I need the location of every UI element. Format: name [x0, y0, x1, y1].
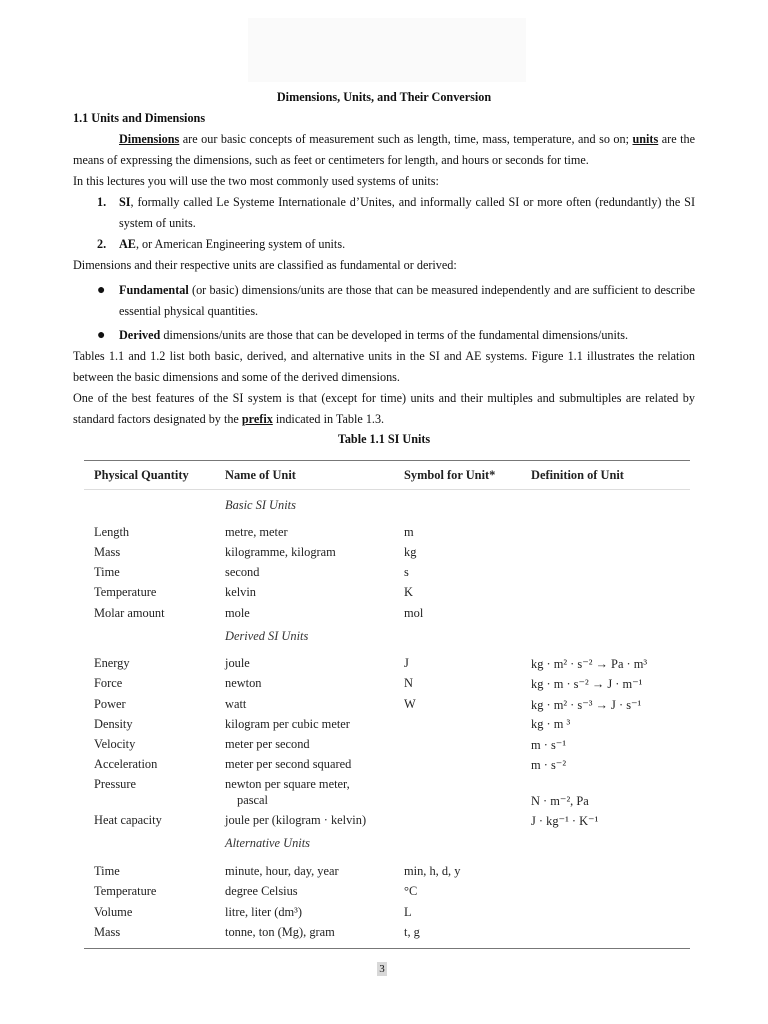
table-cell-definition: N · m⁻², Pa	[531, 794, 589, 808]
paragraph-prefix	[73, 388, 695, 430]
table-cell-definition: J · kg⁻¹ · K⁻¹	[531, 814, 599, 828]
header-name-of-unit: Name of Unit	[225, 468, 296, 482]
header-definition: Definition of Unit	[531, 468, 624, 482]
table-cell-quantity: Power	[94, 697, 126, 711]
table-cell-unit-name: tonne, ton (Mg), gram	[225, 925, 335, 939]
list-term: AE	[119, 237, 136, 251]
table-caption: Table 1.1 SI Units	[337, 432, 431, 446]
table-cell-unit-name: joule per (kilogram · kelvin)	[225, 813, 367, 827]
paragraph-tables: Tables 1.1 and 1.2 list both basic, derived, and alternative units in the SI and AE systems. Figure 1.1 illustrates the relation between the basic dimensions and some of the derived dimensions.	[73, 349, 695, 384]
table-cell-unit-name: minute, hour, day, year	[225, 864, 339, 878]
header-smudge	[248, 18, 526, 82]
bullet-text: (or basic) dimensions/units are those that can be measured independently and are sufficient to describe essential physical quantities.	[119, 283, 695, 318]
table-cell-unit-name: pascal	[237, 793, 268, 807]
table-cell-quantity: Mass	[94, 545, 121, 559]
paragraph-text: indicated in Table 1.3.	[272, 412, 385, 426]
table-cell-quantity: Time	[94, 565, 120, 579]
page-number: 3	[377, 962, 387, 976]
si-units-table	[84, 460, 690, 950]
paragraph-text: are our basic concepts of measurement such as length, time, mass, temperature, and so on;	[179, 132, 633, 146]
bullet-term: Fundamental	[119, 283, 189, 297]
table-cell-symbol: s	[404, 565, 409, 579]
table-cell-unit-name: meter per second squared	[225, 757, 352, 771]
table-rule-header	[84, 489, 690, 490]
term-dimensions: Dimensions	[119, 132, 180, 146]
paragraph-text: are the means of expressing the dimensions, such as feet or centimeters for length, and hours or seconds for time.	[73, 132, 695, 167]
list-text: , formally called Le Systeme Internationale d’Unites, and informally called SI or more often (redundantly) the SI system of units.	[119, 195, 695, 230]
table-cell-quantity: Energy	[94, 656, 130, 670]
table-cell-unit-name: degree Celsius	[225, 884, 298, 898]
table-cell-quantity: Force	[94, 676, 123, 690]
table-cell-symbol: kg	[404, 545, 417, 559]
list-text: , or American Engineering system of units.	[135, 237, 346, 251]
table-cell-unit-name: kilogramme, kilogram	[225, 545, 336, 559]
table-cell-quantity: Heat capacity	[94, 813, 162, 827]
table-cell-quantity: Acceleration	[94, 757, 158, 771]
table-rule-top	[84, 460, 690, 461]
table-cell-unit-name: litre, liter (dm³)	[225, 905, 302, 919]
bullet-fundamental	[97, 280, 695, 322]
table-cell-quantity: Molar amount	[94, 606, 165, 620]
bullet-dot-icon: ●	[97, 283, 106, 298]
list-item-ae	[97, 234, 695, 255]
table-rule-bottom	[84, 948, 690, 949]
table-cell-quantity: Temperature	[94, 585, 157, 599]
paragraph-dimensions	[73, 129, 695, 171]
table-cell-unit-name: kilogram per cubic meter	[225, 717, 350, 731]
header-physical-quantity: Physical Quantity	[94, 468, 189, 482]
table-cell-quantity: Velocity	[94, 737, 136, 751]
table-cell-unit-name: meter per second	[225, 737, 310, 751]
list-item-si	[97, 192, 695, 234]
table-cell-definition: kg · m² · s⁻² → Pa · m³	[531, 657, 648, 671]
table-cell-quantity: Time	[94, 864, 120, 878]
section-alternative-units: Alternative Units	[225, 836, 310, 850]
table-cell-unit-name: second	[225, 565, 260, 579]
table-cell-unit-name: watt	[225, 697, 247, 711]
table-cell-quantity: Mass	[94, 925, 121, 939]
table-cell-definition: m · s⁻²	[531, 758, 567, 772]
section-heading: 1.1 Units and Dimensions	[73, 111, 206, 125]
table-cell-unit-name: mole	[225, 606, 250, 620]
bullet-derived	[97, 325, 695, 346]
paragraph-classification: Dimensions and their respective units are classified as fundamental or derived:	[73, 258, 457, 272]
table-cell-symbol: L	[404, 905, 412, 919]
table-cell-symbol: mol	[404, 606, 424, 620]
table-cell-symbol: N	[404, 676, 413, 690]
table-cell-unit-name: newton per square meter,	[225, 777, 350, 791]
table-cell-symbol: t, g	[404, 925, 420, 939]
paragraph-text: One of the best features of the SI system is that (except for time) units and their multiples and submultiples are related by standard factors designated by the	[73, 391, 695, 426]
table-cell-symbol: °C	[404, 884, 418, 898]
table-cell-definition: kg · m · s⁻² → J · m⁻¹	[531, 677, 643, 691]
header-symbol: Symbol for Unit*	[404, 468, 496, 482]
table-cell-definition: kg · m ³	[531, 717, 571, 731]
table-cell-unit-name: metre, meter	[225, 525, 288, 539]
table-cell-definition: m · s⁻¹	[531, 738, 567, 752]
section-basic-si-units: Basic SI Units	[225, 498, 296, 512]
document-title: Dimensions, Units, and Their Conversion	[276, 90, 492, 104]
table-cell-unit-name: joule	[225, 656, 250, 670]
table-cell-unit-name: kelvin	[225, 585, 256, 599]
bullet-term: Derived	[119, 328, 161, 342]
term-prefix: prefix	[241, 412, 273, 426]
table-cell-unit-name: newton	[225, 676, 262, 690]
list-term: SI	[119, 195, 131, 209]
table-cell-symbol: K	[404, 585, 413, 599]
table-cell-quantity: Volume	[94, 905, 133, 919]
list-number: 2.	[97, 237, 107, 251]
table-cell-quantity: Density	[94, 717, 133, 731]
table-cell-definition: kg · m² · s⁻³ → J · s⁻¹	[531, 698, 642, 712]
table-cell-quantity: Temperature	[94, 884, 157, 898]
table-cell-quantity: Length	[94, 525, 130, 539]
list-number: 1.	[97, 195, 107, 209]
table-cell-symbol: J	[404, 656, 409, 670]
table-cell-symbol: m	[404, 525, 414, 539]
term-units: units	[632, 132, 659, 146]
section-derived-si-units: Derived SI Units	[225, 629, 309, 643]
bullet-text: dimensions/units are those that can be developed in terms of the fundamental dimensions/units.	[160, 328, 629, 342]
bullet-dot-icon: ●	[97, 328, 106, 343]
paragraph-systems: In this lectures you will use the two most commonly used systems of units:	[73, 174, 439, 188]
table-cell-quantity: Pressure	[94, 777, 136, 791]
table-cell-symbol: min, h, d, y	[404, 864, 461, 878]
table-cell-symbol: W	[404, 697, 416, 711]
